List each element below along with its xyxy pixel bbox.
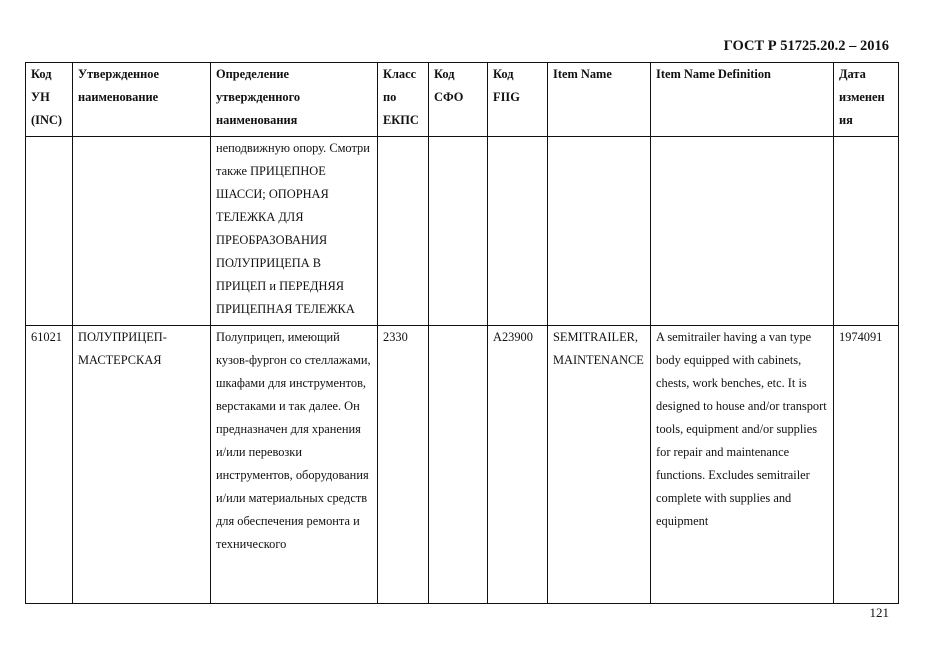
cell-definition: неподвижную опору. Смотри также ПРИЦЕПНОЕ ШАССИ; ОПОРНАЯ ТЕЛЕЖКА ДЛЯ ПРЕОБРАЗОВАНИЯ ПОЛУПРИЦЕПА В ПРИЦЕП и ПЕРЕДНЯЯ ПРИЦЕПНАЯ ТЕЛЕЖКА	[211, 137, 378, 326]
col-header-date: Дата изменен ия	[834, 63, 899, 137]
cell-date: 1974091	[834, 326, 899, 604]
table-header-row	[26, 63, 899, 137]
cell-item-name	[548, 137, 651, 326]
cell-class	[378, 137, 429, 326]
col-header-definition: Определение утвержденного наименования	[211, 63, 378, 137]
col-header-sfo: Код СФО	[429, 63, 488, 137]
cell-class: 2330	[378, 326, 429, 604]
table-row-continued	[26, 137, 899, 326]
col-header-inc: Код УН (INC)	[26, 63, 73, 137]
cell-item-name: SEMITRAILER, MAINTENANCE	[548, 326, 651, 604]
cell-sfo	[429, 326, 488, 604]
cell-inc	[26, 137, 73, 326]
cell-fiig	[488, 137, 548, 326]
col-header-item-name: Item Name	[548, 63, 651, 137]
col-header-class: Класс по ЕКПС	[378, 63, 429, 137]
page-number: 121	[869, 605, 889, 620]
col-header-item-definition: Item Name Definition	[651, 63, 834, 137]
cell-fiig: A23900	[488, 326, 548, 604]
classification-table	[25, 62, 899, 604]
document-header: ГОСТ Р 51725.20.2 – 2016	[723, 38, 889, 54]
cell-item-definition: A semitrailer having a van type body equipped with cabinets, chests, work benches, etc. It is designed to house and/or transport tools, equipment and/or supplies for repair and maintenance functions. Excludes semitrailer complete with supplies and equipment	[651, 326, 834, 604]
col-header-fiig: Код FIIG	[488, 63, 548, 137]
cell-definition: Полуприцеп, имеющий кузов-фургон со стеллажами, шкафами для инструментов, верстаками и так далее. Он предназначен для хранения и/или перевозки инструментов, оборудования и/или материальных средств для обеспечения ремонта и технического	[211, 326, 378, 604]
cell-item-definition	[651, 137, 834, 326]
cell-sfo	[429, 137, 488, 326]
col-header-approved-name: Утвержденное наименование	[73, 63, 211, 137]
cell-approved-name	[73, 137, 211, 326]
table-row	[26, 326, 899, 604]
cell-inc: 61021	[26, 326, 73, 604]
cell-approved-name: ПОЛУПРИЦЕП-МАСТЕРСКАЯ	[73, 326, 211, 604]
cell-date	[834, 137, 899, 326]
